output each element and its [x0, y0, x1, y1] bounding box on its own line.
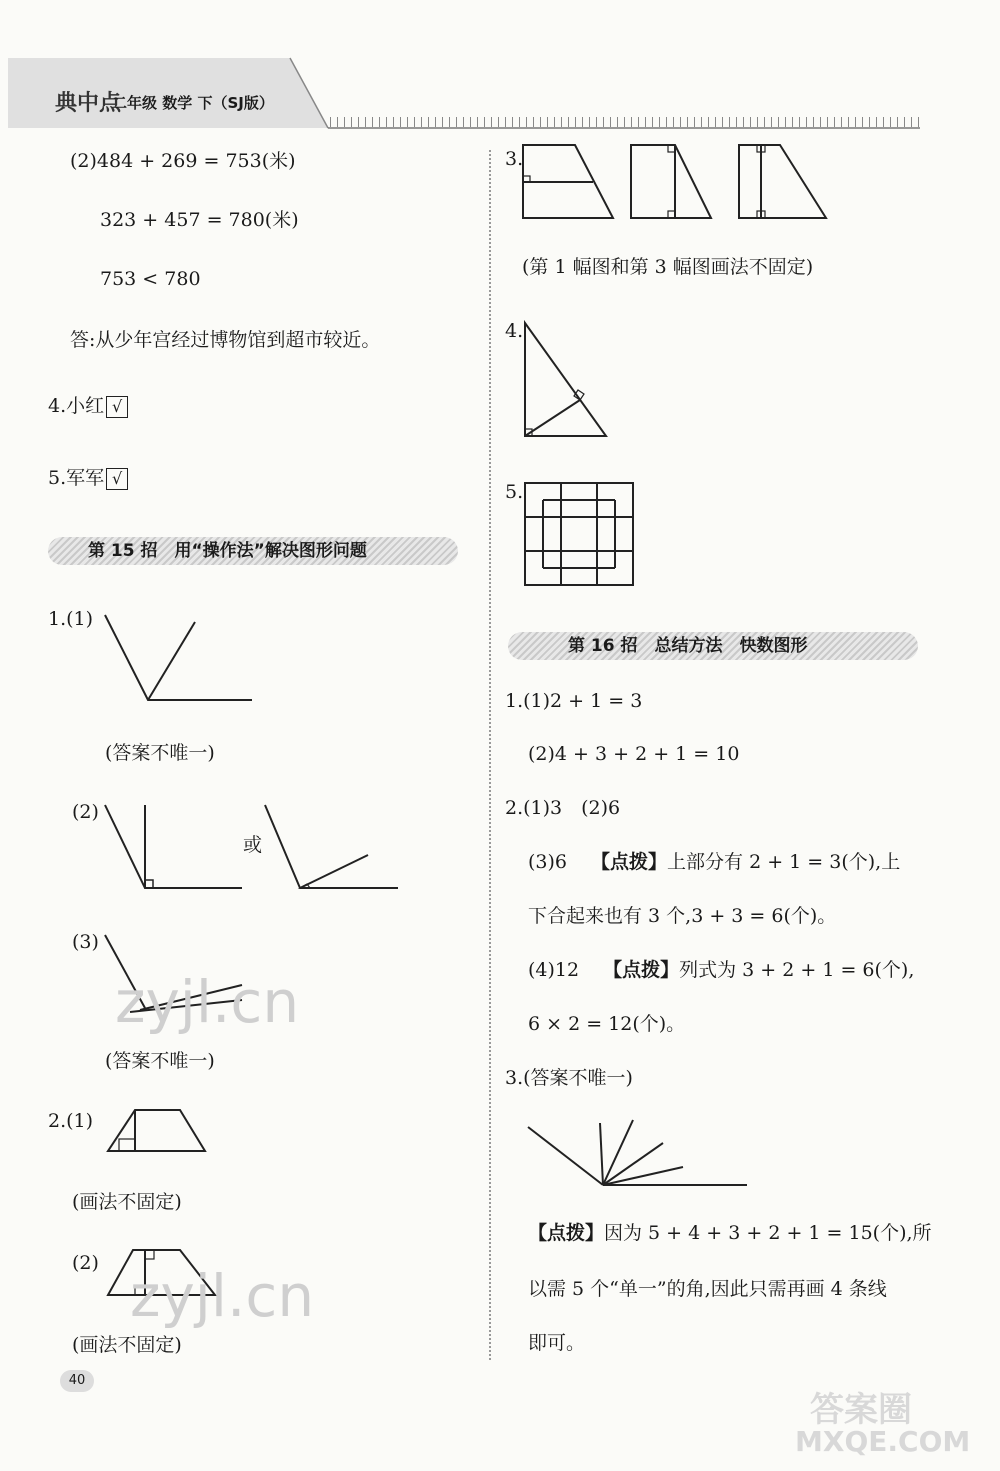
- tip-label: 【点拨】: [528, 1222, 605, 1244]
- or-text: 或: [243, 834, 263, 856]
- q2-2-note: (画法不固定): [72, 1334, 182, 1356]
- answer-text: 答:从少年宫经过博物馆到超市较近。: [70, 329, 381, 351]
- tip-label: 【点拨】: [603, 959, 680, 981]
- tip3-line1: 【点拨】因为 5 + 4 + 3 + 2 + 1 = 15(个),所: [528, 1222, 932, 1244]
- a1-2: (2)4 + 3 + 2 + 1 = 10: [528, 743, 740, 765]
- q1-1-label: 1.(1): [48, 608, 94, 630]
- check-icon: √: [106, 468, 128, 490]
- q3-note: (第 1 幅图和第 3 幅图画法不固定): [522, 256, 814, 278]
- tip-label: 【点拨】: [591, 851, 668, 873]
- a2-4-cont: 6 × 2 = 12(个)。: [528, 1013, 686, 1035]
- column-divider: [489, 150, 491, 1360]
- q3b-line2: 323 + 457 = 780(米): [100, 209, 299, 231]
- right-angle-figure-b: [260, 800, 405, 890]
- a1-1: 1.(1)2 + 1 = 3: [505, 690, 643, 712]
- a2-3: (3)6 【点拨】上部分有 2 + 1 = 3(个),上: [528, 851, 901, 873]
- q3b-line1: (2)484 + 269 = 753(米): [70, 150, 296, 172]
- page-number: 40: [60, 1370, 94, 1392]
- a2-4: (4)12 【点拨】列式为 3 + 2 + 1 = 6(个),: [528, 959, 915, 981]
- check-icon: √: [106, 396, 128, 418]
- section-15-title: 第 15 招 用“操作法”解决图形问题: [48, 537, 458, 565]
- q3-label: 3.: [505, 148, 524, 170]
- q4-label: 4.: [505, 320, 524, 342]
- tip3-line3: 即可。: [528, 1332, 586, 1354]
- q5-label: 5.: [505, 481, 524, 503]
- watermark: 答案圈: [810, 1390, 912, 1430]
- triangle-height-figure: [518, 318, 613, 440]
- q2-1-label: 2.(1): [48, 1110, 94, 1132]
- q4-answer: 4.小红 √: [48, 396, 128, 418]
- q3b-line3: 753 < 780: [100, 268, 201, 290]
- header-title: 二年级 数学 下（SJ版）: [112, 94, 274, 112]
- cross-grid-figure: [520, 478, 640, 590]
- q1-1-note: (答案不唯一): [105, 742, 215, 764]
- q1-3-label: (3): [72, 931, 99, 953]
- trapezoid-heights-figures: [515, 140, 835, 225]
- q1-3-note: (答案不唯一): [105, 1050, 215, 1072]
- ruler-decoration: [330, 117, 920, 127]
- trapezoid-figure-1: [105, 1105, 210, 1155]
- q5-answer: 5.军军 √: [48, 468, 128, 490]
- watermark: zyjl.cn: [130, 1262, 315, 1330]
- q1-2-label: (2): [72, 801, 99, 823]
- q2-1-note: (画法不固定): [72, 1191, 182, 1213]
- a3: 3.(答案不唯一): [505, 1067, 633, 1089]
- watermark: zyjl.cn: [115, 968, 300, 1036]
- five-angles-figure: [525, 1115, 750, 1190]
- tip3-line2: 以需 5 个“单一”的角,因此只需再画 4 条线: [528, 1278, 887, 1300]
- q2-2-label: (2): [72, 1252, 99, 1274]
- a2-3-cont: 下合起来也有 3 个,3 + 3 = 6(个)。: [528, 905, 837, 927]
- watermark: MXQE.COM: [795, 1425, 971, 1458]
- brand-logo: 典中点: [55, 91, 122, 116]
- section-16-title: 第 16 招 总结方法 快数图形: [508, 632, 918, 660]
- right-angle-figure-a: [100, 800, 250, 890]
- angle-figure-1: [100, 610, 260, 705]
- a2-1: 2.(1)3 (2)6: [505, 797, 621, 819]
